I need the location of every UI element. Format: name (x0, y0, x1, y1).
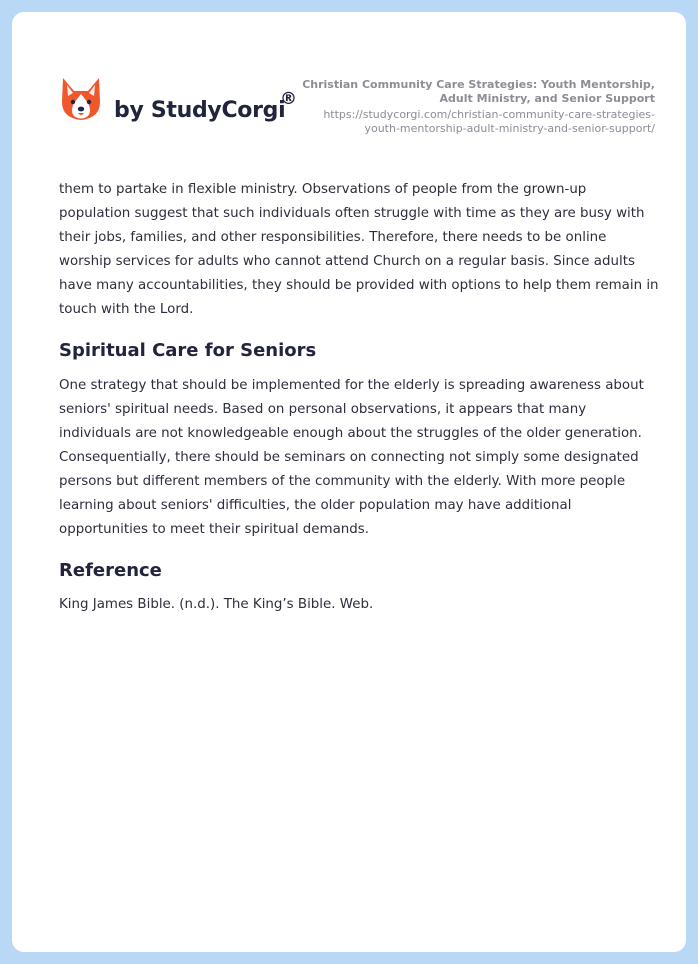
document-url[interactable]: https://studycorgi.com/christian-community-care-strategies-youth-mentorship-adult-ministry-and-senior-support/ (323, 108, 655, 135)
brand-name: by StudyCorgi (114, 98, 286, 123)
reference-heading: Reference (59, 560, 162, 581)
page-header (12, 12, 686, 152)
section-paragraph: One strategy that should be implemented for the elderly is spreading awareness about seniors' spiritual needs. Based on personal observations, it appears that many individuals are not knowledgeable enough about the struggles of the older generation. Consequentially, there should be seminars on connecting not simply some designated persons but different members of the community with the elderly. With more people learning about seniors' difficulties, the older population may have additional opportunities to meet their spiritual demands. (59, 378, 644, 537)
reference-entry: King James Bible. (n.d.). The King’s Bible. Web. (59, 597, 374, 612)
intro-paragraph: them to partake in flexible ministry. Observations of people from the grown-up population suggest that such individuals often struggle with time as they are busy with their jobs, families, and other responsibilities. Therefore, there needs to be online worship services for adults who cannot attend Church on a regular basis. Since adults have many accountabilities, they should be provided with options to help them remain in touch with the Lord. (59, 182, 659, 317)
document-body (59, 178, 659, 617)
registered-mark: ® (280, 89, 297, 109)
corgi-icon (60, 76, 102, 122)
section-heading: Spiritual Care for Seniors (59, 340, 317, 361)
document-page (12, 12, 686, 952)
document-title: Christian Community Care Strategies: Youth Mentorship, Adult Ministry, and Senior Support (302, 78, 655, 105)
document-meta (295, 78, 655, 136)
studycorgi-logo[interactable] (60, 76, 310, 126)
